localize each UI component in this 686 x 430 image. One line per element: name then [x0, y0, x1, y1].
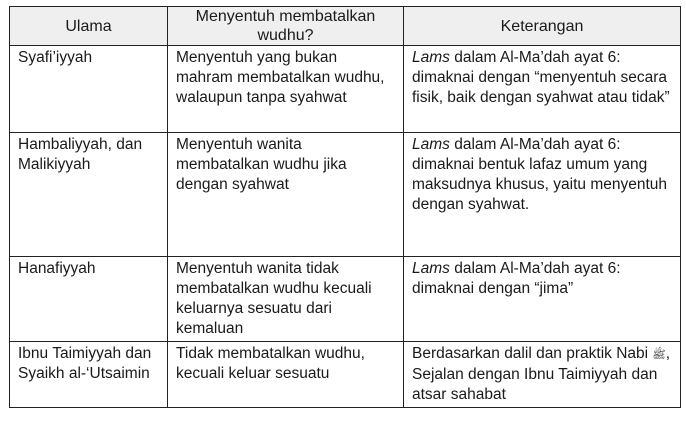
table-row	[10, 342, 681, 408]
header-row	[10, 7, 681, 46]
cell-hukum: Tidak membatalkan wudhu, kecuali keluar sesuatu	[168, 342, 404, 408]
header-ulama: Ulama	[10, 7, 168, 46]
cell-ulama: Syafi’iyyah	[10, 46, 168, 133]
cell-keterangan	[404, 342, 681, 408]
cell-keterangan	[404, 46, 681, 133]
keterangan-text: dalam Al-Ma’dah ayat 6: dimaknai dengan “jima”	[412, 260, 621, 297]
term-lams: Lams	[412, 136, 450, 153]
term-lams: Lams	[412, 260, 450, 277]
keterangan-text: dalam Al-Ma’dah ayat 6: dimaknai dengan “menyentuh secara fisik, baik dengan syahwat atau tidak”	[412, 49, 670, 106]
term-lams: Lams	[412, 49, 450, 66]
cell-keterangan	[404, 133, 681, 257]
cell-ulama: Hambaliyyah, dan Malikiyyah	[10, 133, 168, 257]
keterangan-text: Berdasarkan dalil dan praktik Nabi	[412, 345, 653, 362]
table-row	[10, 257, 681, 342]
cell-ulama: Ibnu Taimiyyah dan Syaikh al-‘Utsaimin	[10, 342, 168, 408]
comparison-table	[9, 6, 681, 408]
cell-ulama: Hanafiyyah	[10, 257, 168, 342]
cell-hukum: Menyentuh yang bukan mahram membatalkan wudhu, walaupun tanpa syahwat	[168, 46, 404, 133]
keterangan-text: , Sejalan dengan Ibnu Taimiyyah dan atsar sahabat	[412, 345, 670, 403]
header-hukum: Menyentuh membatalkan wudhu?	[168, 7, 404, 46]
table-row	[10, 46, 681, 133]
cell-hukum: Menyentuh wanita membatalkan wudhu jika dengan syahwat	[168, 133, 404, 257]
salawat-honorific: ﷺ	[652, 349, 666, 361]
cell-hukum: Menyentuh wanita tidak membatalkan wudhu kecuali keluarnya sesuatu dari kemaluan	[168, 257, 404, 342]
cell-keterangan	[404, 257, 681, 342]
keterangan-text: dalam Al-Ma’dah ayat 6: dimaknai bentuk lafaz umum yang maksudnya khusus, yaitu menyentuh dengan syahwat.	[412, 136, 668, 213]
table-row	[10, 133, 681, 257]
header-keterangan: Keterangan	[404, 7, 681, 46]
